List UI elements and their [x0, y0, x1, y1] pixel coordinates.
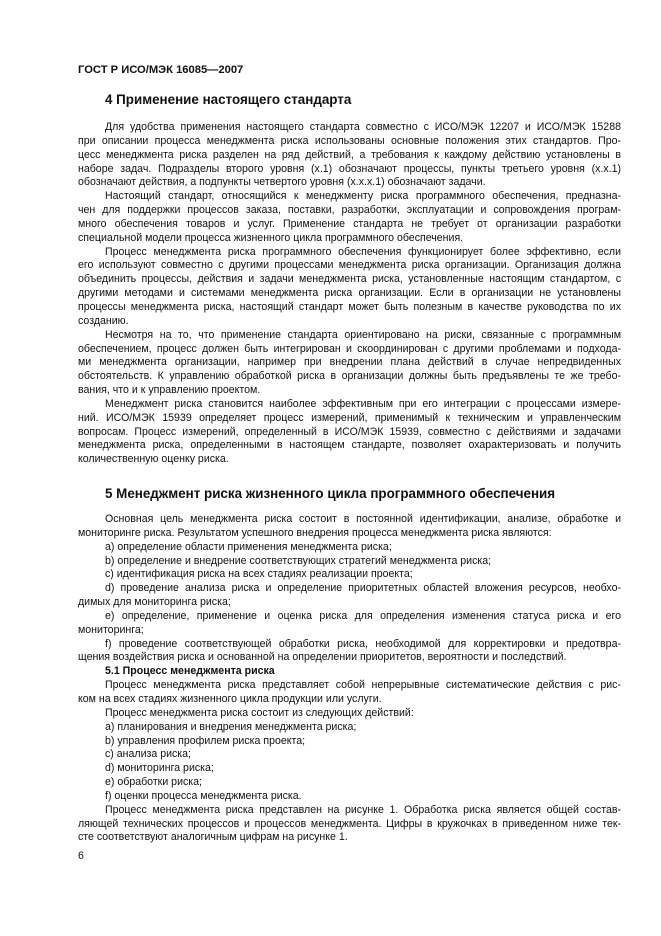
text-line: ляющей технических процессов и процессов менеджмента. Цифры в кружочках в приведенном ниже тек-	[78, 817, 621, 830]
paragraph	[78, 721, 621, 735]
text-line: 5.1 Процесс менеджмента риска	[105, 665, 275, 678]
text-line: ми менеджмента организации, например при внедрении плана действий в случае непредвиденных	[78, 356, 621, 369]
text-line: c) анализа риска;	[105, 748, 192, 761]
section-4-heading: 4 Применение настоящего стандарта	[105, 92, 352, 107]
paragraph	[78, 790, 621, 804]
text-line: c) идентификация риска на всех стадиях реализации проекта;	[105, 568, 413, 581]
paragraph	[78, 513, 621, 541]
text-line: димых для мониторинга риска;	[78, 596, 231, 609]
paragraph	[78, 707, 621, 721]
section-5-heading: 5 Менеджмент риска жизненного цикла программного обеспечения	[105, 486, 556, 501]
text-line: e) определение, применение и оценка риска для определения изменения статуса риска и его	[105, 609, 621, 622]
text-line: a) определение области применения менеджмента риска;	[105, 540, 392, 553]
text-line: b) определение и внедрение соответствующих стратегий менеджмента риска;	[105, 554, 492, 567]
section-4-body	[78, 121, 621, 467]
paragraph	[78, 246, 621, 329]
text-line: менеджмента риска, определенными в настоящем стандарте, позволяет охарактеризовать и получить	[78, 439, 621, 452]
text-line: сте соответствуют аналогичным цифрам на рисунке 1.	[78, 831, 348, 844]
text-line: его используют совместно с другими процессами менеджмента риска организации. Организация должна	[78, 259, 621, 272]
text-line: созданию.	[78, 314, 129, 327]
paragraph	[78, 541, 621, 555]
text-line: Менеджмент риска становится наиболее эффективным при его интеграции с процессами измере-	[105, 397, 621, 410]
paragraph	[78, 398, 621, 467]
text-line: Процесс менеджмента риска представляет собой непрерывные систематические действия с рис-	[105, 679, 621, 692]
text-line: цесс менеджмента риска разделен на ряд действий, а требования к каждому действию установлены в	[78, 148, 621, 161]
text-line: процессы менеджмента риска, настоящий стандарт может быть полезным в качестве руководства по их	[78, 300, 621, 313]
subsection-heading	[78, 665, 621, 679]
paragraph	[78, 748, 621, 762]
text-line: обеспечением, процесс должен быть интегрирован и скоординирован с другими проблемами и подхода-	[78, 342, 621, 355]
paragraph	[78, 568, 621, 582]
text-line: Для удобства применения настоящего стандарта совместно с ИСО/МЭК 12207 и ИСО/МЭК 15288	[105, 121, 621, 133]
text-line: щения воздействия риска и основанной на определении приоритетов, вероятности и последствий.	[78, 651, 567, 664]
text-line: объединить процессы, действия и задачи менеджмента риска, установленные настоящим стандартом, с	[78, 273, 621, 286]
text-line: Процесс менеджмента риска представлен на рисунке 1. Обработка риска является общей состав-	[105, 803, 621, 816]
document-header: ГОСТ Р ИСО/МЭК 16085—2007	[78, 64, 244, 76]
text-line: другими методами и системами менеджмента риска организации. Если в организации не установлены	[78, 287, 621, 300]
paragraph	[78, 762, 621, 776]
paragraph	[78, 121, 621, 190]
text-line: Настоящий стандарт, относящийся к менеджменту риска программного обеспечения, предназна-	[105, 190, 621, 203]
text-line: b) управления профилем риска проекта;	[105, 734, 306, 747]
paragraph	[78, 190, 621, 245]
text-line: мониторинге риска. Результатом успешного внедрения процесса менеджмента риска являются:	[78, 526, 552, 539]
text-line: количественную оценку риска.	[78, 453, 229, 466]
text-line: f) оценки процесса менеджмента риска.	[105, 789, 302, 802]
text-line: при описании процесса менеджмента риска использованы основные положения этих стандартов. Про-	[78, 134, 621, 147]
text-line: вания, что и к управлению проектом.	[78, 384, 261, 397]
text-line: наборе задач. Подразделы второго уровня (х.1) обозначают процессы, пункты третьего уровня (х.х.1)	[78, 162, 621, 175]
text-line: Основная цель менеджмента риска состоит в постоянной идентификации, анализе, обработке и	[105, 513, 621, 525]
paragraph	[78, 329, 621, 398]
page-number: 6	[78, 850, 84, 862]
text-line: много обеспечения товаров и услуг. Применение стандарта не требует от организации разработки	[78, 217, 621, 230]
text-line: Процесс менеджмента риска программного обеспечения функционирует более эффективно, если	[105, 245, 621, 258]
paragraph	[78, 582, 621, 610]
paragraph	[78, 555, 621, 569]
paragraph	[78, 804, 621, 846]
text-line: чен для поддержки процессов заказа, поставки, разработки, эксплуатации и сопровождения програм-	[78, 204, 621, 217]
text-line: специальной модели процесса жизненного цикла программного обеспечения.	[78, 231, 464, 244]
paragraph	[78, 679, 621, 707]
paragraph	[78, 776, 621, 790]
paragraph	[78, 610, 621, 638]
text-line: a) планирования и внедрения менеджмента риска;	[105, 720, 357, 733]
text-line: обстоятельств. К управлению обработкой риска в организации должны быть предъявлены те же требо-	[78, 370, 621, 383]
text-line: d) проведение анализа риска и определение приоритетных областей вложения ресурсов, необхо-	[105, 582, 621, 595]
text-line: Несмотря на то, что применение стандарта ориентировано на риски, связанные с программным	[105, 328, 621, 341]
text-line: Процесс менеджмента риска состоит из следующих действий:	[105, 706, 414, 719]
text-line: e) обработки риска;	[105, 776, 202, 789]
text-line: мониторинга;	[78, 623, 144, 636]
section-5-body	[78, 513, 621, 845]
text-line: вопросам. Процесс измерений, определенный в ИСО/МЭК 15939, совместно с действиями и задачами	[78, 425, 621, 438]
paragraph	[78, 735, 621, 749]
text-line: ком на всех стадиях жизненного цикла продукции или услуги.	[78, 692, 382, 705]
text-line: f) проведение соответствующей обработки риска, необходимой для корректировки и предотвра-	[105, 637, 621, 650]
text-line: обозначают действия, а подпункты четвертого уровня (х.х.х.1) обозначают задачи.	[78, 176, 486, 189]
text-line: ний. ИСО/МЭК 15939 определяет процесс измерений, применимый к техническим и управленческим	[78, 411, 621, 424]
text-line: d) мониторинга риска;	[105, 762, 214, 775]
paragraph	[78, 638, 621, 666]
